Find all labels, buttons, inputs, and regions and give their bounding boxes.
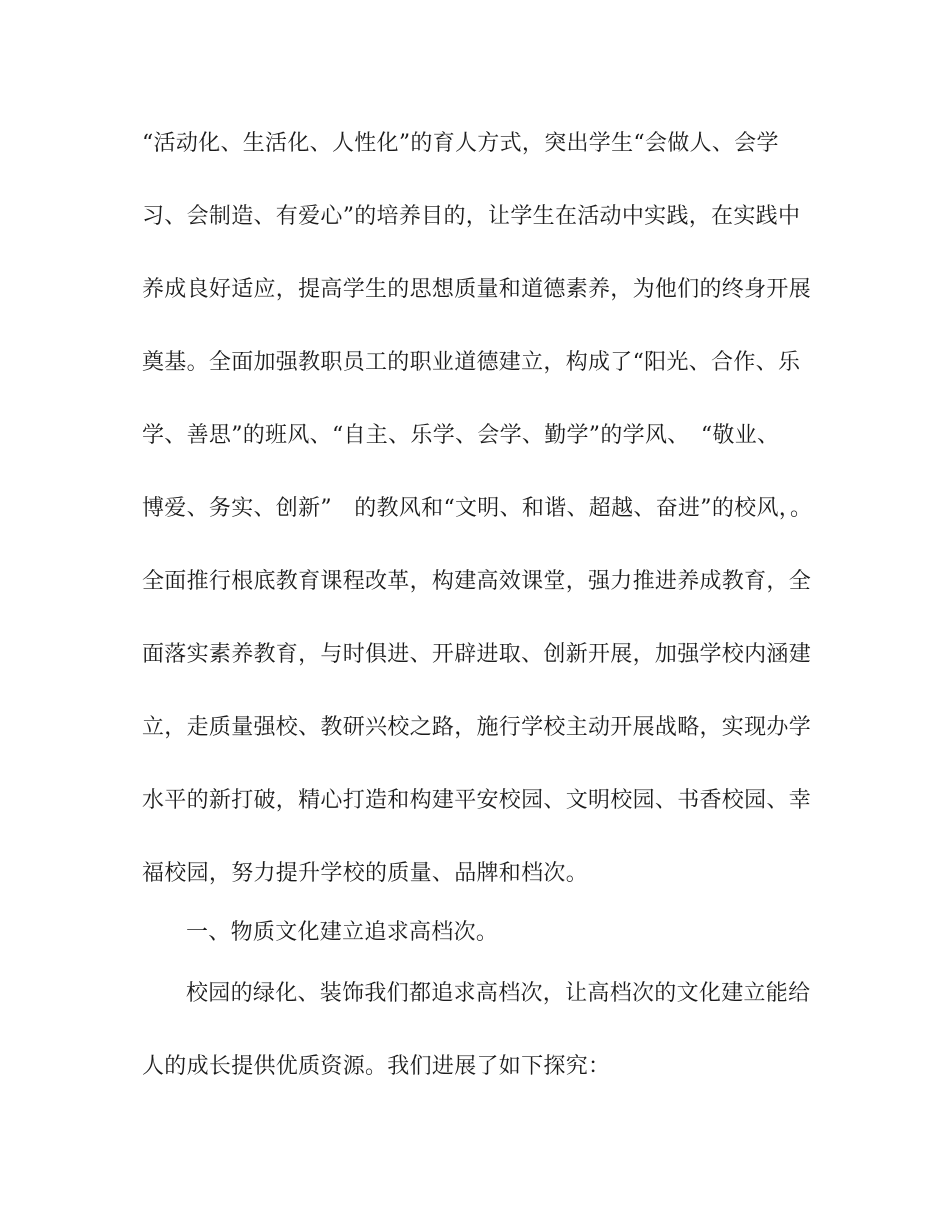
paragraph-line: 全面推行根底教育课程改革，构建高效课堂，强力推进养成教育，全 [142,569,812,594]
paragraph-line: 人的成长提供优质资源。我们进展了如下探究： [142,1054,611,1079]
paragraph-line: 面落实素养教育，与时俱进、开辟进取、创新开展，加强学校内涵建 [142,642,812,667]
paragraph-line: 博爱、务实、创新” 的教风和“文明、和谐、超越、奋进”的校风，。 [142,496,813,521]
paragraph-line: 习、会制造、有爱心”的培养目的，让学生在活动中实践，在实践中 [142,204,801,229]
paragraph-line: 奠基。全面加强教职员工的职业道德建立，构成了“阳光、合作、乐 [142,350,801,375]
paragraph-line: 学、善思”的班风、“自主、乐学、会学、勤学”的学风、 “敬业、 [142,423,780,448]
paragraph-line: 水平的新打破，精心打造和构建平安校园、文明校园、书香校园、幸 [142,788,812,813]
paragraph-line: 立，走质量强校、教研兴校之路，施行学校主动开展战略，实现办学 [142,715,812,740]
paragraph-line: “活动化、生活化、人性化”的育人方式，突出学生“会做人、会学 [142,131,779,156]
paragraph-line: 福校园，努力提升学校的质量、品牌和档次。 [142,861,589,886]
section-heading: 一、物质文化建立追求高档次。 [186,920,499,945]
paragraph-line: 校园的绿化、装饰我们都追求高档次，让高档次的文化建立能给 [186,981,811,1006]
paragraph-line: 养成良好适应，提高学生的思想质量和道德素养，为他们的终身开展 [142,277,812,302]
